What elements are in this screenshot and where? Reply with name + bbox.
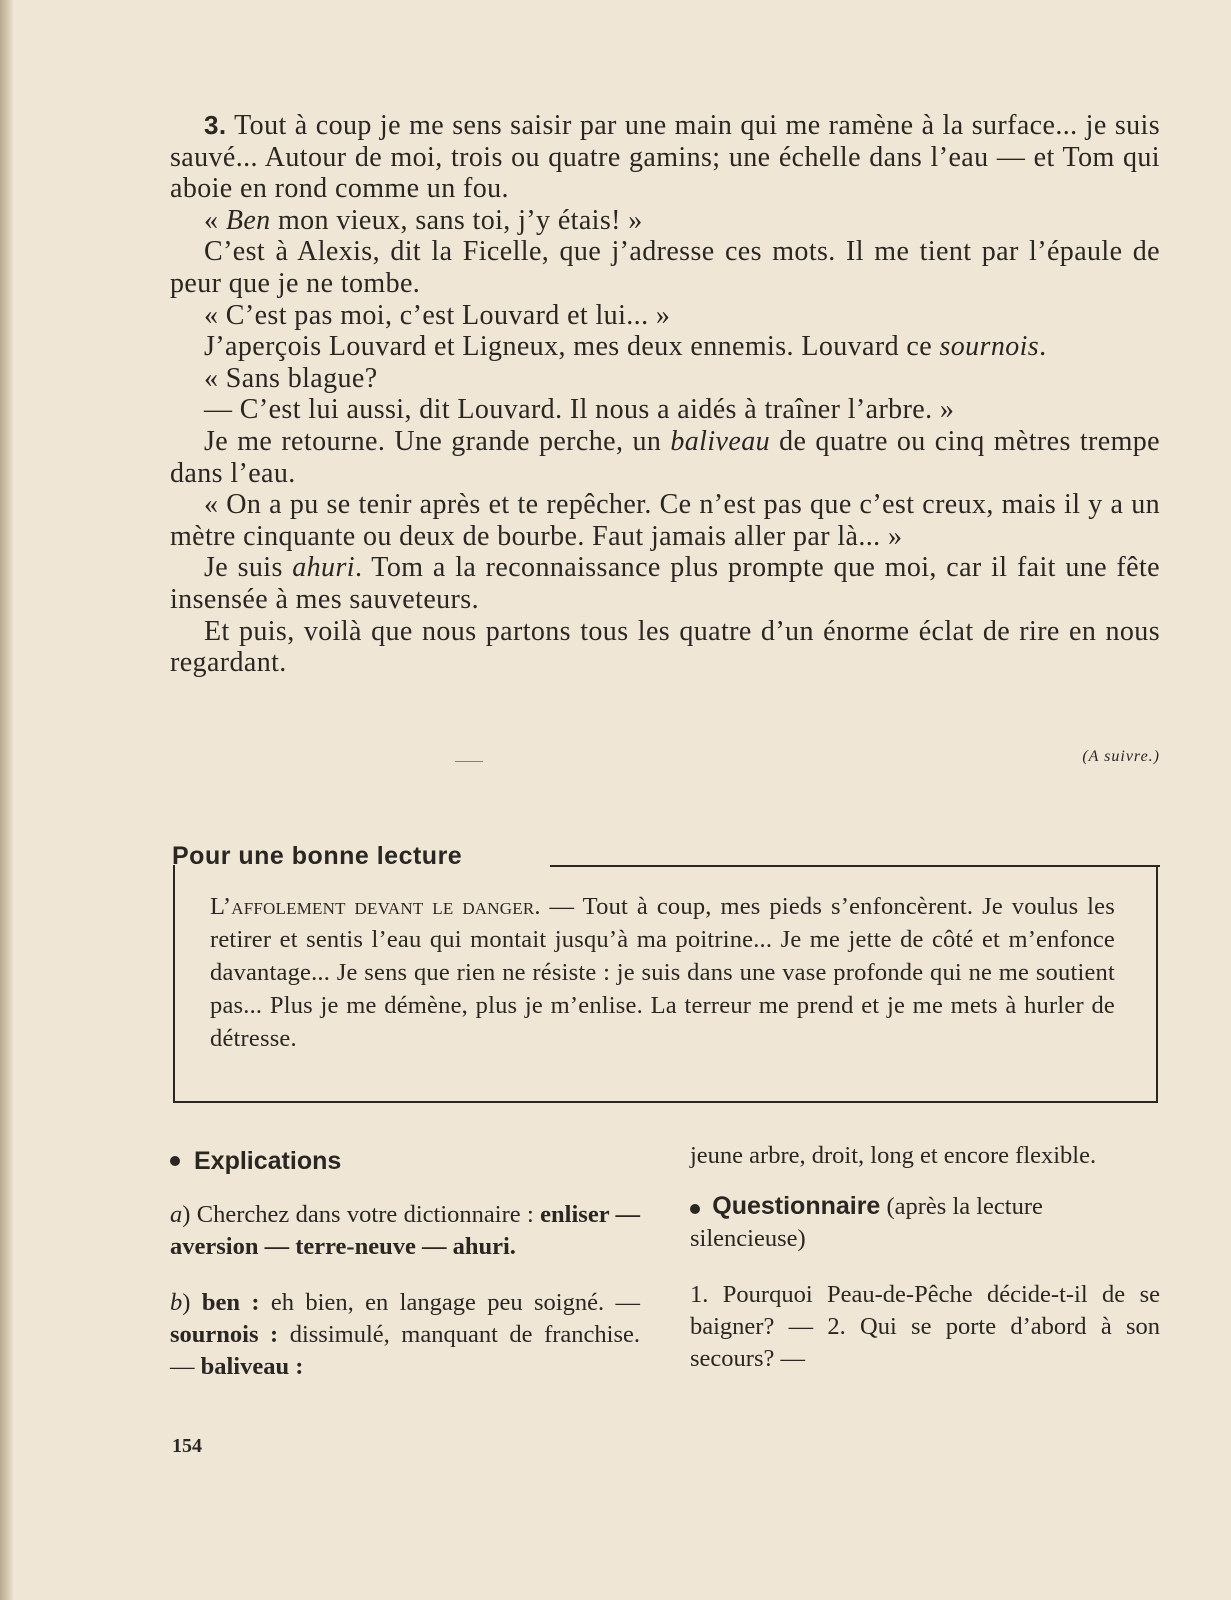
right-column — [690, 1140, 1160, 1375]
story-paragraph-3: C’est à Alexis, dit la Ficelle, que j’adresse ces mots. Il me tient par l’épaule de peur que je ne tombe. — [170, 236, 1160, 299]
story-paragraph-11: Et puis, voilà que nous partons tous les quatre d’un énorme éclat de rire en nous regardant. — [170, 615, 1160, 679]
page-binding-edge — [0, 0, 14, 1600]
separator-dash — [455, 761, 483, 762]
reading-box-text: L’affolement devant le danger. — Tout à coup, mes pieds s’enfoncèrent. Je voulus les retirer et sentis l’eau qui montait jusqu’à ma poitrine... Je me jette de côté et m’enfonce davantage... Je sens que rien ne résiste : je suis dans une vase profonde qui ne me soutient pas... Plus je me démène, plus je m’enlise. La terreur me prend et je me mets à hurler de détresse. — [210, 893, 1115, 1052]
reading-box-title: L’affolement devant le danger. — [210, 893, 541, 920]
story-paragraph-6: « Sans blague? — [204, 362, 378, 394]
explication-b: b) ben : eh bien, en langage peu soigné. — sournois : dissimulé, manquant de franchise. — baliveau : — [170, 1289, 640, 1380]
section-number: 3. — [204, 110, 227, 140]
story-paragraph-8: Je me retourne. Une grande perche, un baliveau de quatre ou cinq mètres trempe dans l’eau. — [170, 425, 1160, 489]
story-paragraph-4: « C’est pas moi, c’est Louvard et lui... » — [204, 299, 671, 331]
bullet-icon — [690, 1204, 700, 1214]
story-paragraph-10: Je suis ahuri. Tom a la reconnaissance plus prompte que moi, car il fait une fête insensée à mes sauveteurs. — [170, 552, 1160, 615]
story-paragraph-9: « On a pu se tenir après et te repêcher. Ce n’est pas que c’est creux, mais il y a un mètre cinquante ou deux de bourbe. Faut jamais aller par là... » — [170, 489, 1160, 552]
explications-column — [170, 1145, 640, 1383]
story-text — [170, 110, 1160, 679]
story-paragraph-2: « Ben mon vieux, sans toi, j’y étais! » — [204, 204, 643, 236]
bullet-icon — [170, 1156, 180, 1166]
questionnaire-text: 1. Pourquoi Peau-de-Pêche décide-t-il de se baigner? — 2. Qui se porte d’abord à son secours? — — [690, 1281, 1160, 1372]
questionnaire-heading: Questionnaire (après la lecture silencieuse) — [690, 1192, 1043, 1252]
story-paragraph-5: J’aperçois Louvard et Ligneux, mes deux ennemis. Louvard ce sournois. — [204, 331, 1047, 363]
reading-box-heading: Pour une bonne lecture — [172, 842, 463, 870]
to-be-continued: (A suivre.) — [1082, 748, 1160, 765]
explication-b-continued: jeune arbre, droit, long et encore flexible. — [690, 1142, 1097, 1169]
story-paragraph-1: 3. Tout à coup je me sens saisir par une main qui me ramène à la surface... je suis sauvé... Autour de moi, trois ou quatre gamins; une échelle dans l’eau — et Tom qui aboie en rond comme un fou. — [170, 110, 1160, 205]
story-paragraph-7: — C’est lui aussi, dit Louvard. Il nous a aidés à traîner l’arbre. » — [204, 394, 955, 426]
explications-heading: Explications — [170, 1145, 640, 1177]
explication-a: a) Cherchez dans votre dictionnaire : enliser — aversion — terre-neuve — ahuri. — [170, 1201, 640, 1260]
page-number: 154 — [172, 1435, 202, 1457]
